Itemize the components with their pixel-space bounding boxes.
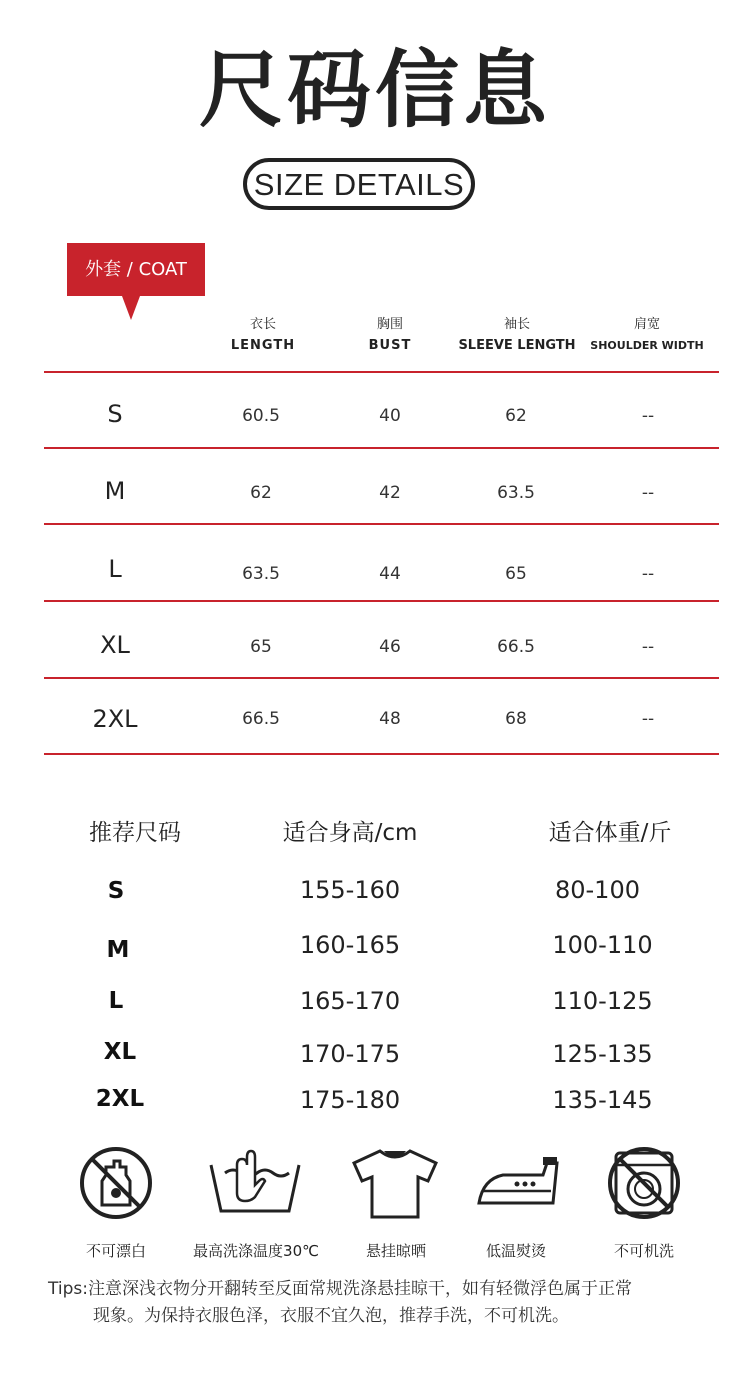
length-cell: 66.5 — [242, 709, 280, 729]
hang-dry-icon — [350, 1145, 440, 1221]
sleeve-cell: 63.5 — [497, 483, 535, 503]
recommend-height: 165-170 — [299, 987, 401, 1015]
recommend-weight: 100-110 — [552, 931, 653, 959]
bust-cell: 48 — [379, 709, 401, 729]
recommend-size: 2XL — [95, 1086, 145, 1112]
table-divider — [44, 753, 719, 755]
shoulder-cell: -- — [641, 709, 655, 729]
hand-wash-icon — [207, 1145, 303, 1221]
column-header-en: LENGTH — [230, 338, 296, 353]
recommend-height: 175-180 — [299, 1086, 401, 1114]
shoulder-cell: -- — [641, 406, 655, 426]
column-header-length — [203, 316, 323, 358]
size-cell: L — [108, 555, 122, 583]
recommend-size: L — [108, 988, 124, 1014]
category-tag: 外套 / COAT — [67, 243, 205, 296]
column-header-cn: 袖长 — [503, 317, 530, 332]
column-header-en: SHOULDER WIDTH — [590, 339, 704, 352]
column-header-shoulder — [583, 316, 711, 358]
sleeve-cell: 62 — [505, 406, 527, 426]
care-tips — [48, 1276, 718, 1330]
length-cell: 60.5 — [242, 406, 280, 426]
column-header-bust — [330, 316, 450, 358]
column-header-en: BUST — [368, 338, 412, 353]
recommend-size: M — [106, 937, 130, 963]
size-cell: S — [107, 400, 123, 428]
bust-cell: 46 — [379, 637, 401, 657]
recommend-height: 155-160 — [299, 876, 401, 904]
bust-cell: 44 — [379, 564, 401, 584]
care-label: 低温熨烫 — [485, 1242, 546, 1260]
care-label: 悬挂晾晒 — [365, 1242, 426, 1260]
recommend-height: 160-165 — [299, 931, 401, 959]
length-cell: 62 — [250, 483, 272, 503]
column-header-cn: 衣长 — [249, 317, 276, 332]
recommend-weight: 110-125 — [552, 987, 653, 1015]
bust-cell: 40 — [379, 406, 401, 426]
recommend-weight: 135-145 — [552, 1086, 653, 1114]
shoulder-cell: -- — [641, 483, 655, 503]
bust-cell: 42 — [379, 483, 401, 503]
size-cell: M — [104, 477, 126, 505]
tips-line: 现象。为保持衣服色泽，衣服不宜久泡，推荐手洗，不可机洗。 — [93, 1306, 569, 1326]
recommend-size: XL — [103, 1039, 137, 1065]
low-iron-icon — [473, 1145, 563, 1221]
size-cell: XL — [100, 631, 130, 659]
column-header-cn: 胸围 — [376, 317, 403, 332]
recommend-size: S — [107, 878, 125, 904]
column-header-sleeve — [448, 316, 586, 358]
tips-line: Tips:注意深浅衣物分开翻转至反面常规洗涤悬挂晾干，如有轻微浮色属于正常 — [48, 1279, 632, 1299]
table-divider — [44, 523, 719, 525]
recommend-header-size: 推荐尺码 — [89, 820, 181, 846]
recommend-weight: 125-135 — [552, 1040, 653, 1068]
table-divider — [44, 447, 719, 449]
recommend-height: 170-175 — [299, 1040, 401, 1068]
recommend-weight: 80-100 — [554, 876, 640, 904]
column-header-en: SLEEVE LENGTH — [458, 338, 576, 353]
sleeve-cell: 65 — [505, 564, 527, 584]
category-tag-pointer — [122, 296, 140, 320]
page-title: 尺码信息 — [198, 41, 551, 139]
care-label: 不可机洗 — [613, 1242, 674, 1260]
sleeve-cell: 66.5 — [497, 637, 535, 657]
no-machine-wash-icon — [606, 1145, 682, 1221]
table-divider — [44, 600, 719, 602]
shoulder-cell: -- — [641, 564, 655, 584]
shoulder-cell: -- — [641, 637, 655, 657]
no-bleach-icon — [78, 1145, 154, 1221]
size-details-badge: SIZE DETAILS — [243, 158, 475, 210]
table-divider — [44, 371, 719, 373]
column-header-cn: 肩宽 — [633, 317, 660, 332]
size-cell: 2XL — [92, 705, 138, 733]
length-cell: 63.5 — [242, 564, 280, 584]
sleeve-cell: 68 — [505, 709, 527, 729]
table-divider — [44, 677, 719, 679]
recommend-header-weight: 适合体重/斤 — [548, 820, 672, 846]
care-label: 最高洗涤温度30℃ — [193, 1242, 319, 1260]
care-label: 不可漂白 — [85, 1242, 146, 1260]
recommend-header-height: 适合身高/cm — [282, 820, 418, 846]
length-cell: 65 — [250, 637, 272, 657]
